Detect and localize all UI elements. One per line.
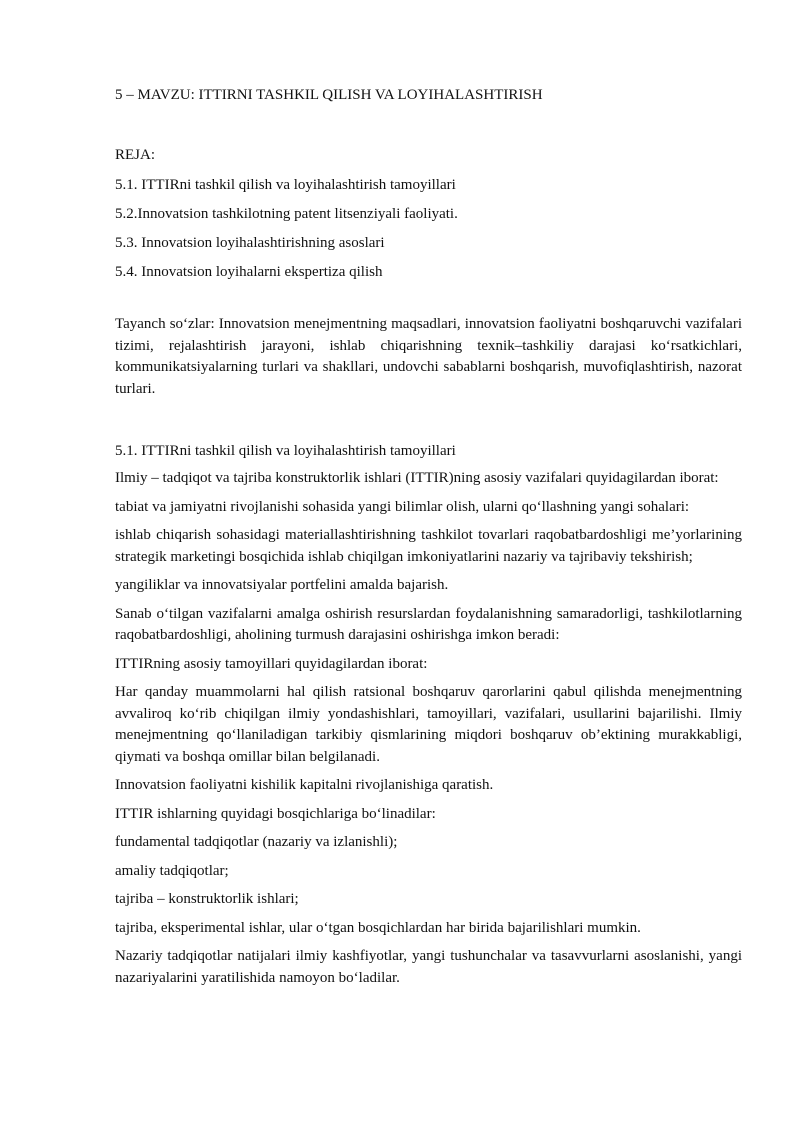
keywords-paragraph: Tayanch so‘zlar: Innovatsion menejmentning maqsadlari, innovatsion faoliyatni boshqaruvchi vazifalari tizimi, rejalashtirish jarayoni, ishlab chiqarishning texnik–tashkiliy darajasi ko‘rsatkichlari, kommunikatsiyalarning turlari va shakllari, undovchi sabablarni boshqarish, muvofiqlashtirish, nazorat turlari. xyxy=(115,316,742,397)
body-paragraph: ITTIRning asosiy tamoyillari quyidagilardan iborat: xyxy=(115,655,428,672)
body-paragraph: yangiliklar va innovatsiyalar portfelini amalda bajarish. xyxy=(115,577,449,593)
body-paragraph: Sanab o‘tilgan vazifalarni amalga oshirish resurslardan foydalanishning samaradorligi, tashkilotlarning raqobatbardoshligi, aholining turmush darajasini oshirishga imkon beradi: xyxy=(115,605,742,643)
body-paragraph: tabiat va jamiyatni rivojlanishi sohasida yangi bilimlar olish, ularni qo‘llashning yangi sohalari: xyxy=(115,498,690,515)
body-paragraph: Innovatsion faoliyatni kishilik kapitalni rivojlanishiga qaratish. xyxy=(115,777,494,793)
body-paragraph: ITTIR ishlarning quyidagi bosqichlariga bo‘linadilar: xyxy=(115,805,436,822)
body-paragraph: tajriba, eksperimental ishlar, ular o‘tgan bosqichlardan har birida bajarilishlari mumkin. xyxy=(115,919,641,936)
plan-item: 5.1. ITTIRni tashkil qilish va loyihalashtirish tamoyillari xyxy=(115,177,456,193)
body-paragraph: tajriba – konstruktorlik ishlari; xyxy=(115,891,299,907)
plan-item: 5.4. Innovatsion loyihalarni ekspertiza qilish xyxy=(115,264,383,280)
body-paragraph: amaliy tadqiqotlar; xyxy=(115,862,229,879)
plan-item: 5.3. Innovatsion loyihalashtirishning asoslari xyxy=(115,235,385,251)
document-title: 5 – MAVZU: ITTIRNI TASHKIL QILISH VA LOYIHALASHTIRISH xyxy=(115,87,543,103)
body-paragraph: Ilmiy – tadqiqot va tajriba konstruktorlik ishlari (ITTIR)ning asosiy vazifalari quyidagilardan iborat: xyxy=(115,470,719,486)
plan-list xyxy=(115,174,742,283)
section-heading: 5.1. ITTIRni tashkil qilish va loyihalashtirish tamoyillari xyxy=(115,443,456,459)
body-paragraph: Nazariy tadqiqotlar natijalari ilmiy kashfiyotlar, yangi tushunchalar va tasavvurlarni asoslanishi, yangi nazariyalarini yaratilishida namoyon bo‘ladilar. xyxy=(115,948,742,986)
document-page xyxy=(115,84,742,989)
plan-item: 5.2.Innovatsion tashkilotning patent litsenziyali faoliyati. xyxy=(115,206,458,222)
body-paragraph: fundamental tadqiqotlar (nazariy va izlanishli); xyxy=(115,834,398,850)
body-paragraph: Har qanday muammolarni hal qilish ratsional boshqaruv qarorlarini qabul qilishda menejmentning avvaliroq ko‘rib chiqilgan ilmiy yondashishlari, tamoyillari, vazifalari, usullarini bajarilishi. Ilmiy menejmentning qo‘llaniladigan tarkibiy qismlarining miqdori boshqaruv ob’ektining murakkabligi, qiymati va boshqa omillar bilan belgilanadi. xyxy=(115,684,742,765)
plan-label: REJA: xyxy=(115,147,156,163)
body-paragraph: ishlab chiqarish sohasidagi materiallashtirishning tashkilot tovarlari raqobatbardoshligi me’yorlarining strategik marketingi bosqichida ishlab chiqilgan imkoniyatlarini nazariy va tajribaviy tekshirish; xyxy=(115,527,742,565)
